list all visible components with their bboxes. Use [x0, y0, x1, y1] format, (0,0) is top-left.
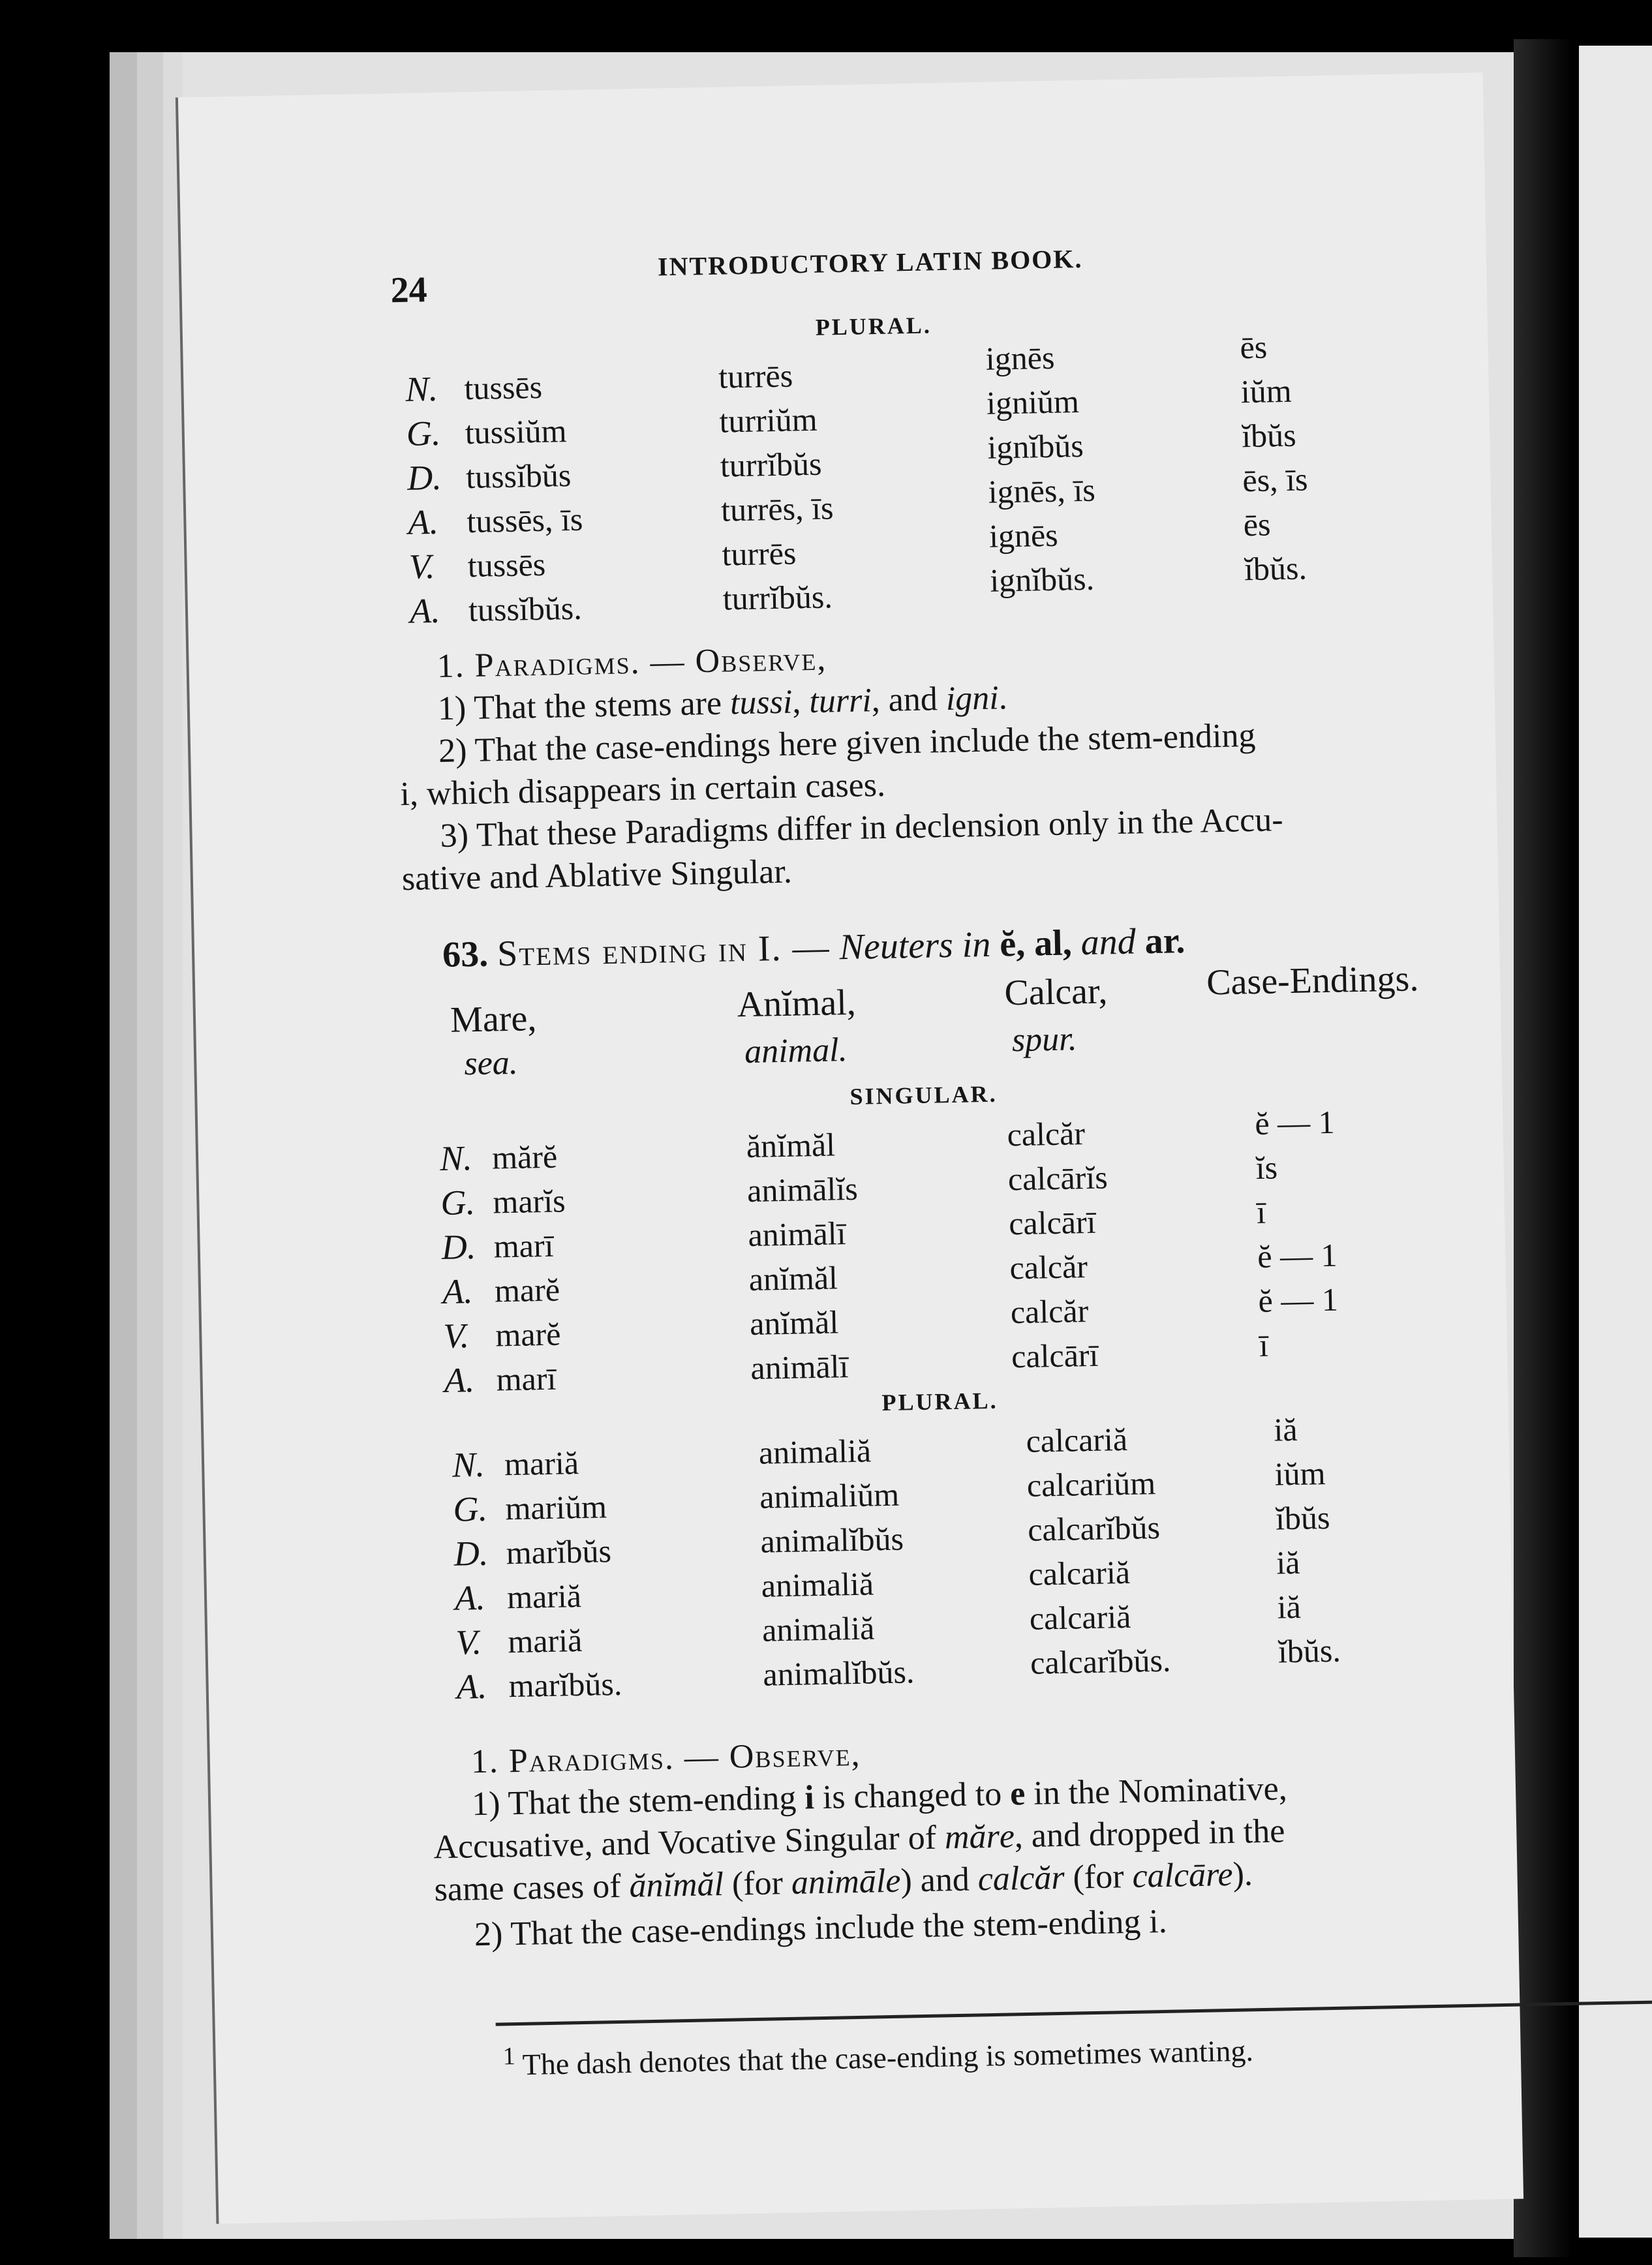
note2-line: same cases of ănĭmăl (for animāle) and calcăr (for calcāre).: [434, 1855, 1253, 1909]
footnote: $^1$ The dash denotes that the case-ending is sometimes wanting.: [502, 2033, 1254, 2082]
table2-sing-mare-column: mărĕ marĭs marī marĕ marĕ marī: [491, 1138, 566, 1398]
table2-sing-endings-column: ĕ — 1 ĭs ī ĕ — 1 ĕ — 1 ī: [1254, 1103, 1339, 1363]
table2-plur-endings-column: iă iŭm ĭbŭs iă iă ĭbŭs.: [1273, 1410, 1341, 1670]
table2-plur-case-column: N. G. D. A. V. A.: [451, 1444, 489, 1707]
table1-case-column: N. G. D. A. V. A.: [405, 369, 442, 631]
plural-subheading: PLURAL.: [815, 312, 932, 341]
note2-line: Accusative, and Vocative Singular of mărе, and dropped in the: [433, 1812, 1285, 1866]
gloss-sea: sea.: [463, 1044, 519, 1083]
gloss-spur: spur.: [1011, 1020, 1078, 1059]
column-head-animal: Anĭmal,: [737, 982, 857, 1026]
column-head-mare: Mare,: [450, 998, 537, 1041]
footnote-rule: [496, 2000, 1652, 2026]
table2-plur-animal-column: animaliă animaliŭm animalĭbŭs animaliă animaliă animalĭbŭs.: [758, 1432, 915, 1693]
singular-subheading: SINGULAR.: [849, 1080, 998, 1110]
table1-turris-column: turrēs turriŭm turrĭbŭs turrēs, īs turrēs turrĭbŭs.: [718, 357, 834, 617]
note1-line: 2) That the case-endings here given include the stem-ending: [438, 716, 1256, 770]
table2-plur-calcar-column: calcariă calcariŭm calcarĭbŭs calcariă calcariă calcarĭbŭs.: [1026, 1420, 1171, 1681]
gloss-animal: animal.: [744, 1031, 848, 1071]
note2-line: 2) That the case-endings include the stem-ending i.: [474, 1902, 1168, 1954]
paradigms-note-heading: 1. Paradigms. — Observe,: [436, 640, 827, 685]
plural-subheading-2: PLURAL.: [881, 1387, 998, 1416]
note1-line: sative and Ablative Singular.: [401, 853, 793, 898]
table1-ignis-column: ignēs igniŭm ignĭbŭs ignēs, īs ignēs ignĭbŭs.: [985, 339, 1096, 599]
table2-plur-mare-column: mariă mariŭm marĭbŭs mariă mariă marĭbŭs.: [504, 1444, 622, 1705]
table2-sing-case-column: N. G. D. A. V. A.: [439, 1138, 476, 1400]
binding-shadow: [1514, 39, 1572, 2257]
note1-line: 3) That these Paradigms differ in declension only in the Accu-: [440, 801, 1283, 855]
note1-line: i, which disappears in certain cases.: [399, 766, 886, 813]
paradigms-note-heading-2: 1. Paradigms. — Observe,: [470, 1735, 862, 1781]
table1-tussis-column: tussēs tussiŭm tussĭbŭs tussēs, īs tussēs tussĭbŭs.: [463, 368, 583, 629]
note2-line: 1) That the stem-ending i is changed to e in the Nominative,: [471, 1770, 1288, 1823]
page-number: 24: [390, 269, 428, 311]
running-head: INTRODUCTORY LATIN BOOK.: [657, 243, 1083, 282]
note1-line: 1) That the stems are tussi, turri, and igni.: [437, 679, 1008, 727]
column-head-case-endings: Case-Endings.: [1206, 958, 1419, 1003]
book-page: [176, 72, 1523, 2224]
table1-endings-column: ēs iŭm ĭbŭs ēs, īs ēs ĭbŭs.: [1240, 328, 1308, 588]
table2-sing-animal-column: ănĭmăl animālĭs animālī anĭmăl anĭmăl animālī: [746, 1126, 859, 1386]
section-63-heading: 63. Stems ending in I. — Neuters in ĕ, al, and ar.: [442, 920, 1185, 975]
column-head-calcar: Calcar,: [1003, 971, 1108, 1014]
table2-sing-calcar-column: calcăr calcārĭs calcārī calcăr calcăr calcārī: [1007, 1115, 1109, 1375]
facing-page-edge: [1579, 46, 1652, 2238]
